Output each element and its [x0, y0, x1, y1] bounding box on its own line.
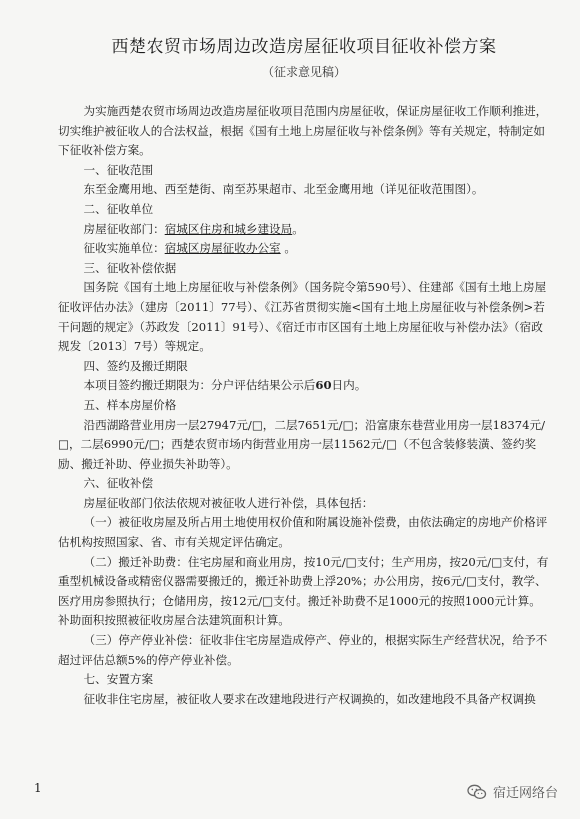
section-heading: 二、征收单位	[83, 201, 154, 216]
section-heading: 五、样本房屋价格	[83, 397, 177, 412]
deadline-suffix: 日内。	[331, 378, 367, 393]
section-heading: 四、签约及搬迁期限	[83, 358, 188, 373]
compensation-item: （一）被征收房屋及所占用土地使用权价值和附属设施补偿费，由依法确定的房地产价格评估机构按照国家、省、市有关规定评估确定。	[58, 515, 548, 550]
collection-dept-label: 房屋征收部门：	[83, 221, 165, 236]
section-heading: 一、征收范围	[83, 162, 154, 177]
wechat-icon	[467, 784, 487, 800]
deadline-line	[58, 376, 550, 396]
watermark	[467, 782, 558, 801]
section-heading: 七、安置方案	[83, 672, 154, 687]
collection-dept-line: 房屋征收部门：宿城区住房和城乡建设局。	[83, 221, 304, 236]
document-subtitle: （征求意见稿）	[261, 65, 346, 79]
implementation-unit-line: 征收实施单位：宿城区房屋征收办公室 。	[83, 241, 296, 256]
section-text: 国务院《国有土地上房屋征收与补偿条例》（国务院令第590号）、住建部《国有土地上房屋征收评估办法》（建房〔2011〕77号）、《江苏省贯彻实施<国有土地上房屋征收与补偿条例>若干问题的规定》（苏政发〔2011〕91号）、《宿迁市市区国有土地上房屋征收与补偿办法》（宿政规发〔2013〕7号）等规定。	[58, 280, 547, 354]
section-text: 房屋征收部门依法依规对被征收人进行补偿，具体包括：	[83, 495, 374, 510]
implementation-unit-value: 宿城区房屋征收办公室	[164, 241, 281, 256]
deadline-text: 本项目签约搬迁期限为：分户评估结果公示后	[83, 378, 316, 393]
implementation-unit-label: 征收实施单位：	[83, 241, 165, 256]
collection-dept-value: 宿城区住房和城乡建设局	[164, 221, 293, 236]
section-heading: 六、征收补偿	[83, 476, 154, 491]
section-text: 征收非住宅房屋，被征收人要求在改建地段进行产权调换的，如改建地段不具备产权调换	[83, 691, 536, 706]
watermark-text: 宿迁网络台	[492, 786, 558, 801]
compensation-item: （二）搬迁补助费：住宅房屋和商业用房，按10元/□支付；生产用房，按20元/□支付，有重型机械设备或精密仪器需要搬迁的，搬迁补助费上浮20%；办公用房，按6元/□支付，教学、医疗用房参照执行；仓储用房，按12元/□支付。搬迁补助费不足1000元的按照1000元计算。补助面积按照被征收房屋合法建筑面积计算。	[58, 554, 549, 628]
document-title: 西楚农贸市场周边改造房屋征收项目征收补偿方案	[111, 37, 497, 57]
deadline-days: 60	[315, 378, 332, 393]
section-text: 沿西湖路营业用房一层27947元/□，二层7651元/□；沿富康东巷营业用房一层18374元/□，二层6990元/□；西楚农贸市场内街营业用房一层11562元/□（不包含装修装潢、签约奖励、搬迁补助、停业损失补助等）。	[58, 417, 546, 471]
section-heading: 三、征收补偿依据	[83, 260, 177, 275]
intro-paragraph: 为实施西楚农贸市场周边改造房屋征收项目范围内房屋征收，保证房屋征收工作顺利推进，切实维护被征收人的合法权益，根据《国有土地上房屋征收与补偿条例》等有关规定，特制定如下征收补偿方案。	[58, 104, 548, 158]
document-body	[58, 102, 550, 709]
compensation-item: （三）停产停业补偿：征收非住宅房屋造成停产、停业的，根据实际生产经营状况，给予不超过评估总额5%的停产停业补偿。	[58, 633, 548, 667]
section-text: 东至金鹰用地、西至楚街、南至苏果超市、北至金鹰用地（详见征收范围图）。	[83, 182, 484, 197]
page-number: 1	[34, 781, 42, 795]
